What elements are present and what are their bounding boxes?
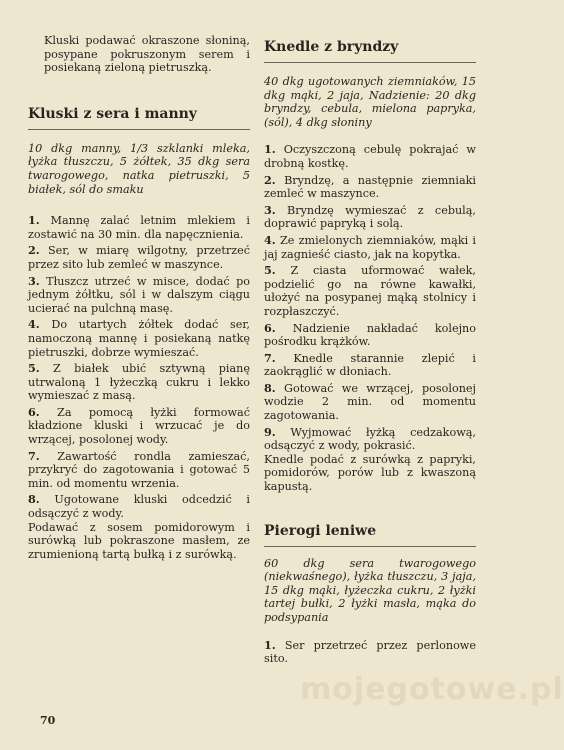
closing-paragraph: Knedle podać z surówką z papryki, pomidorów, porów lub z kwaszoną kapustą. <box>264 452 476 494</box>
step: 3. Tłuszcz utrzeć w misce, dodać po jednym żółtku, sól i w dalszym ciągu ucierać na pulchną masę. <box>28 273 250 315</box>
step: 6. Nadzienie nakładać kolejno pośrodku krążków. <box>264 320 476 349</box>
step: 1. Mannę zalać letnim mlekiem i zostawić na 30 min. dla napęcznienia. <box>28 213 250 241</box>
step: 4. Do utartych żółtek dodać ser, namoczoną mannę i posiekaną natkę pietruszki, dobrze wymieszać. <box>28 317 250 359</box>
recipe-title: Pierogi leniwe <box>264 522 377 539</box>
step: 1. Ser przetrzeć przez perlonowe sito. <box>264 637 477 666</box>
ingredients <box>28 142 250 196</box>
page-number: 70 <box>40 714 56 727</box>
step: 1. Oczyszczoną cebulę pokrajać w drobną kostkę. <box>264 142 476 170</box>
step: 6. Za pomocą łyżki formować kładzione kluski i wrzucać je do wrzącej, posolonej wody. <box>28 404 250 447</box>
closing-paragraph: Podawać z sosem pomidorowym i surówką lub pokraszone masłem, ze zrumienioną tartą bułką i z surówką. <box>28 520 250 561</box>
recipe-knedle <box>264 38 476 494</box>
step: 4. Ze zmielonych ziemniaków, mąki i jaj zagnieść ciasto, jak na kopytka. <box>264 232 476 261</box>
intro-paragraph: Kluski podawać okraszone słoniną, posypane pokruszonym serem i posiekaną zieloną pietruszką. <box>44 34 250 75</box>
recipe-title: Kluski z sera i manny <box>28 105 197 122</box>
title-rule <box>264 62 476 63</box>
title-rule <box>264 546 476 547</box>
title-rule <box>28 129 250 130</box>
ingredients-text: 10 dkg manny, 1/3 szklanki mleka, łyżka tłuszczu, 5 żółtek, 35 dkg sera twarogowego, natka pietruszki, 5 białek, sól do smaku <box>28 141 250 196</box>
recipe-kluski <box>28 105 250 562</box>
step: 2. Ser, w miarę wilgotny, przetrzeć przez sito lub zemleć w maszynce. <box>28 243 251 271</box>
ingredients <box>264 557 476 625</box>
left-column <box>28 0 250 561</box>
ingredients-text: 60 dkg sera twarogowego (niekwaśnego), łyżka tłuszczu, 3 jaja, 15 dkg mąki, łyżeczka cukru, 2 łyżki tartej bułki, 2 łyżki masła, mąka do podsypania <box>264 556 476 624</box>
step: 3. Bryndzę wymieszać z cebulą, doprawić papryką i solą. <box>264 202 476 231</box>
ingredients-text: 40 dkg ugotowanych ziemniaków, 15 dkg mąki, 2 jaja, Nadzienie: 20 dkg bryndzy, cebula, mielona papryka, (sól), 4 dkg słoniny <box>264 75 476 129</box>
step: 8. Ugotowane kluski odcedzić i odsączyć z wody. <box>28 492 251 521</box>
steps-list <box>264 639 476 666</box>
step: 9. Wyjmować łyżką cedzakową, odsączyć z wody, pokrasić. <box>264 424 476 453</box>
right-column <box>264 0 476 666</box>
ingredients <box>264 75 476 129</box>
step: 5. Z ciasta uformować wałek, podzielić go na równe kawałki, ułożyć na posypanej mąką stolnicy i rozpłaszczyć. <box>264 263 476 318</box>
steps-list <box>264 143 476 493</box>
step: 5. Z białek ubić sztywną pianę utrwaloną 1 łyżeczką cukru i lekko wymieszać z masą. <box>28 361 250 403</box>
recipe-title: Knedle z bryndzy <box>264 39 399 55</box>
step: 2. Bryndzę, a następnie ziemniaki zemleć w maszynce. <box>264 172 476 201</box>
step: 8. Gotować we wrzącej, posolonej wodzie 2 min. od momentu zagotowania. <box>264 380 476 423</box>
steps-list <box>28 214 250 561</box>
recipe-pierogi <box>264 522 476 666</box>
step: 7. Knedle starannie zlepić i zaokrąglić w dłoniach. <box>264 350 476 379</box>
watermark: mojegotowe.pl <box>300 672 564 707</box>
step: 7. Zawartość rondla zamieszać, przykryć do zagotowania i gotować 5 min. od momentu wrzenia. <box>28 448 250 490</box>
